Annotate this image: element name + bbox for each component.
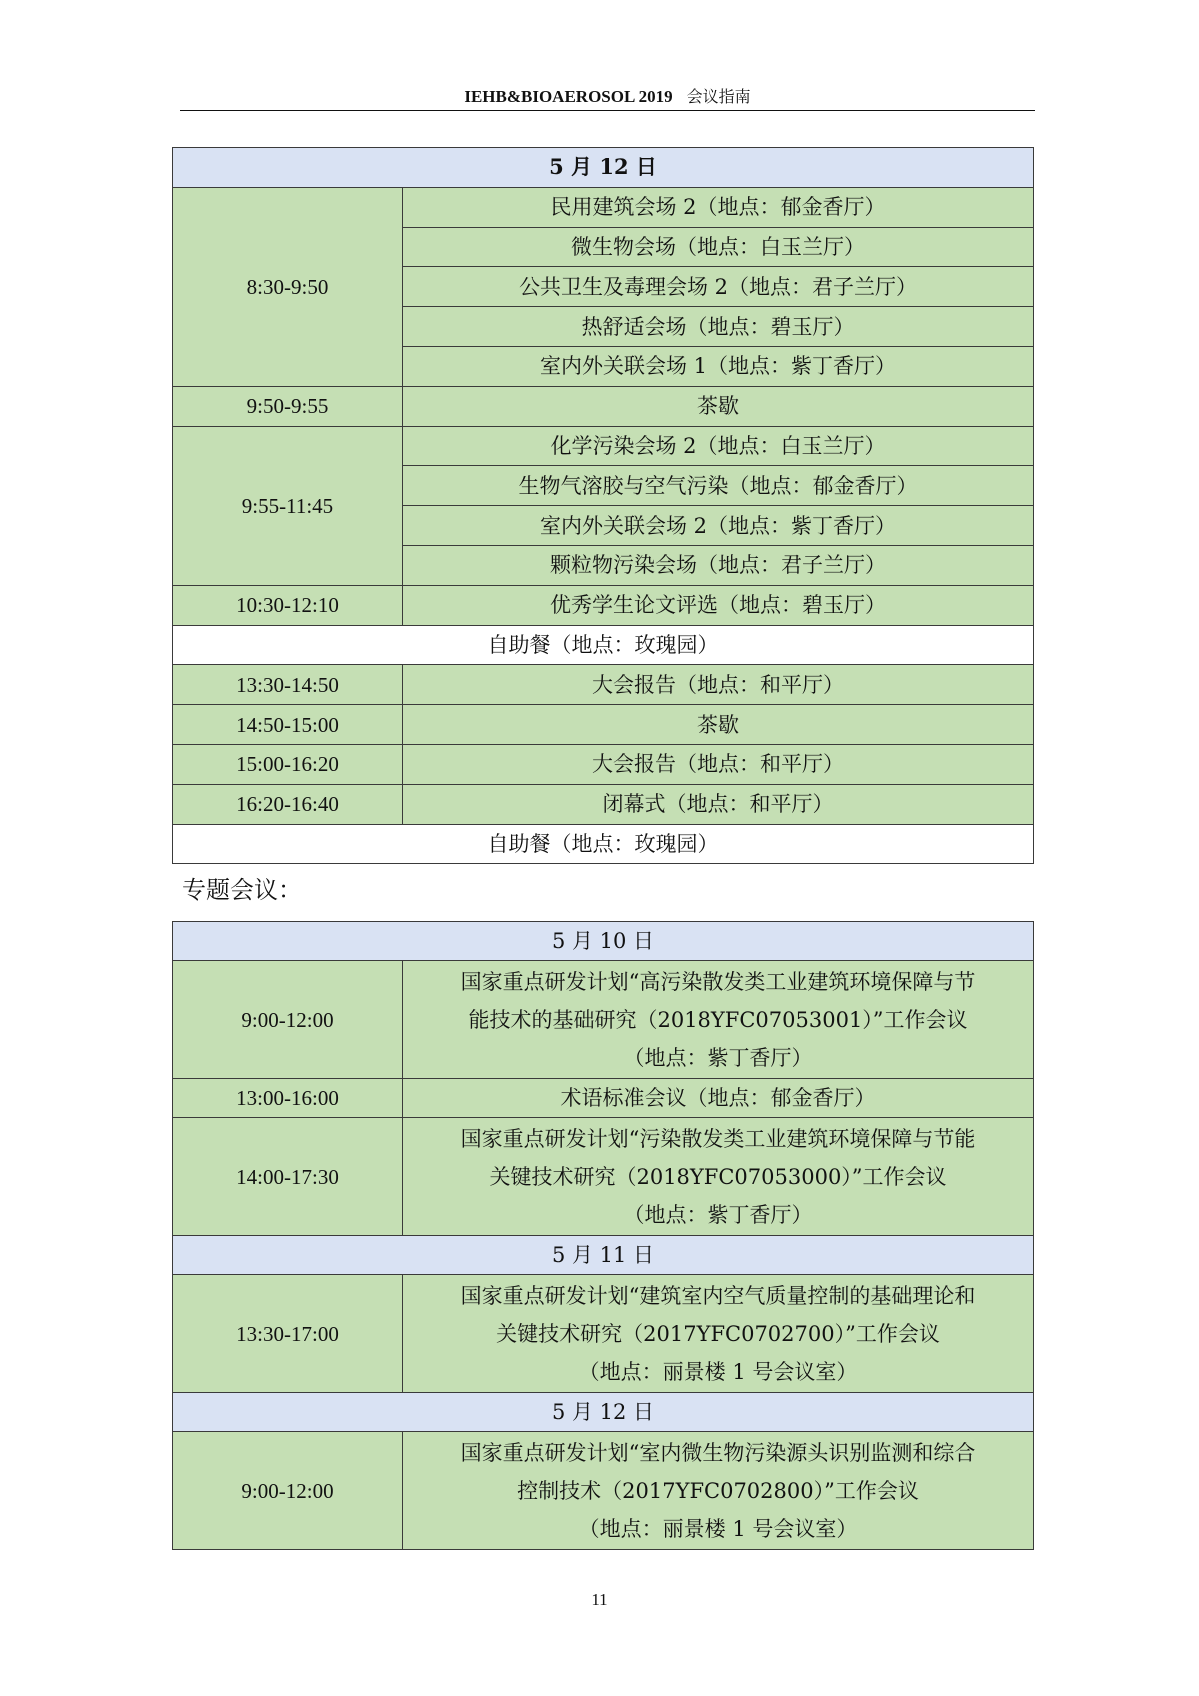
time-cell: 15:00-16:20: [173, 744, 403, 784]
header-subtitle: 会议指南: [686, 87, 751, 106]
table-row: [173, 665, 1034, 705]
time-cell: 10:30-12:10: [173, 585, 403, 625]
time-cell: 13:30-14:50: [173, 665, 403, 705]
table-row: [173, 426, 1034, 466]
table-row: [173, 386, 1034, 426]
table-row: [173, 585, 1034, 625]
session-cell: 室内外关联会场 2（地点：紫丁香厅）: [403, 506, 1034, 546]
time-cell: 13:30-17:00: [173, 1275, 403, 1393]
meeting-line: （地点：紫丁香厅）: [623, 1202, 813, 1227]
special-meetings-table: [172, 921, 1034, 1550]
meeting-line: （地点：丽景楼 1 号会议室）: [578, 1359, 858, 1384]
table-row: [173, 1079, 1034, 1118]
table-row: [173, 1275, 1034, 1393]
meal-cell: 自助餐（地点：玫瑰园）: [173, 824, 1034, 864]
table-row: [173, 187, 1034, 227]
session-cell: 大会报告（地点：和平厅）: [403, 665, 1034, 705]
header-rule: [180, 110, 1035, 111]
time-cell: 13:00-16:00: [173, 1079, 403, 1118]
meeting-line: 国家重点研发计划“建筑室内空气质量控制的基础理论和: [460, 1283, 976, 1308]
session-cell: 闭幕式（地点：和平厅）: [403, 784, 1034, 824]
page-header: [180, 84, 1035, 107]
table-row: [173, 1432, 1034, 1550]
meeting-line: 国家重点研发计划“污染散发类工业建筑环境保障与节能: [460, 1126, 976, 1151]
session-cell: 微生物会场（地点：白玉兰厅）: [403, 227, 1034, 267]
table-row: [173, 961, 1034, 1079]
session-cell: 室内外关联会场 1（地点：紫丁香厅）: [403, 346, 1034, 386]
time-cell: 9:00-12:00: [173, 961, 403, 1079]
time-cell: 9:55-11:45: [173, 426, 403, 585]
header-title: IEHB&BIOAEROSOL 2019: [464, 87, 673, 106]
meeting-line: （地点：紫丁香厅）: [623, 1045, 813, 1070]
session-cell: 化学污染会场 2（地点：白玉兰厅）: [403, 426, 1034, 466]
table-row: [173, 1118, 1034, 1236]
time-cell: 8:30-9:50: [173, 187, 403, 386]
meal-cell: 自助餐（地点：玫瑰园）: [173, 625, 1034, 665]
meeting-line: 关键技术研究（2018YFC07053000）”工作会议: [489, 1164, 947, 1189]
time-cell: 16:20-16:40: [173, 784, 403, 824]
table-row: [173, 1236, 1034, 1275]
session-cell: 热舒适会场（地点：碧玉厅）: [403, 307, 1034, 347]
meeting-cell: [403, 1432, 1034, 1550]
time-cell: 9:00-12:00: [173, 1432, 403, 1550]
meeting-cell: [403, 961, 1034, 1079]
table-row: [173, 148, 1034, 188]
meeting-line: 国家重点研发计划“高污染散发类工业建筑环境保障与节: [460, 969, 976, 994]
meeting-cell: [403, 1118, 1034, 1236]
session-cell: 生物气溶胶与空气污染（地点：郁金香厅）: [403, 466, 1034, 506]
time-cell: 14:00-17:30: [173, 1118, 403, 1236]
date-header: 5 月 11 日: [173, 1236, 1034, 1275]
session-cell: 颗粒物污染会场（地点：君子兰厅）: [403, 545, 1034, 585]
table-row: [173, 784, 1034, 824]
table-row: [173, 922, 1034, 961]
session-cell: 茶歇: [403, 705, 1034, 745]
time-cell: 14:50-15:00: [173, 705, 403, 745]
table-row: [173, 625, 1034, 665]
meeting-cell: [403, 1275, 1034, 1393]
table-row: [173, 824, 1034, 864]
session-cell: 公共卫生及毒理会场 2（地点：君子兰厅）: [403, 267, 1034, 307]
time-cell: 9:50-9:55: [173, 386, 403, 426]
table-row: [173, 744, 1034, 784]
meeting-line: 能技术的基础研究（2018YFC07053001）”工作会议: [468, 1007, 968, 1032]
table-row: [173, 1393, 1034, 1432]
meeting-line: （地点：丽景楼 1 号会议室）: [578, 1516, 858, 1541]
schedule-table-may12: [172, 147, 1034, 864]
date-header: 5 月 12 日: [173, 1393, 1034, 1432]
meeting-line: 控制技术（2017YFC0702800）”工作会议: [517, 1478, 919, 1503]
section-title: 专题会议：: [182, 876, 302, 904]
session-cell: 大会报告（地点：和平厅）: [403, 744, 1034, 784]
meeting-cell: 术语标准会议（地点：郁金香厅）: [403, 1079, 1034, 1118]
session-cell: 民用建筑会场 2（地点：郁金香厅）: [403, 187, 1034, 227]
date-header: 5 月 12 日: [173, 148, 1034, 188]
meeting-line: 国家重点研发计划“室内微生物污染源头识别监测和综合: [460, 1440, 976, 1465]
session-cell: 优秀学生论文评选（地点：碧玉厅）: [403, 585, 1034, 625]
date-header: 5 月 10 日: [173, 922, 1034, 961]
meeting-line: 关键技术研究（2017YFC0702700）”工作会议: [496, 1321, 940, 1346]
table-row: [173, 705, 1034, 745]
page-number: 11: [591, 1590, 608, 1609]
session-cell: 茶歇: [403, 386, 1034, 426]
